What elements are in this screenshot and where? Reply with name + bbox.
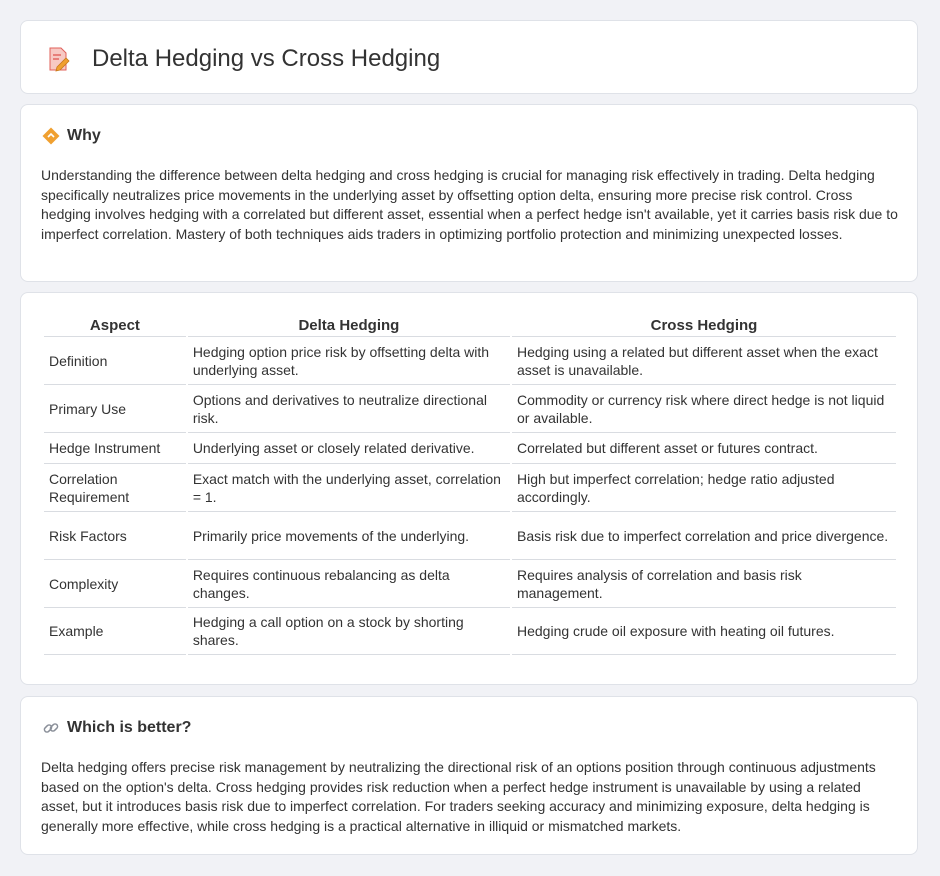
why-body: Understanding the difference between delta hedging and cross hedging is crucial for managing risk effectively in trading. Delta hedging specifically neutralizes price movements in the underlying asset by offsetting option delta, ensuring more precise risk control. Cross hedging involves hedging with a correlated but different asset, essential when a perfect hedge isn't available, yet it carries basis risk due to imperfect correlation. Mastery of both techniques aids traders in optimizing portfolio protection and minimizing unexpected losses.	[41, 167, 898, 242]
aspect-cell: Complexity	[44, 559, 186, 607]
comparison-table	[42, 315, 898, 655]
delta-cell: Options and derivatives to neutralize directional risk.	[188, 384, 510, 432]
aspect-cell: Risk Factors	[44, 511, 186, 559]
table-row	[44, 432, 896, 463]
table-row	[44, 384, 896, 432]
table-row	[44, 559, 896, 607]
aspect-cell: Definition	[44, 336, 186, 384]
title-card	[20, 20, 918, 94]
aspect-cell: Primary Use	[44, 384, 186, 432]
delta-cell: Hedging option price risk by offsetting delta with underlying asset.	[188, 336, 510, 384]
title-row	[47, 45, 440, 73]
better-heading-row	[42, 719, 191, 737]
diamond-sign-icon	[42, 127, 60, 145]
better-heading: Which is better?	[67, 719, 192, 736]
why-heading-row	[42, 127, 101, 145]
delta-cell: Primarily price movements of the underlying.	[188, 511, 510, 559]
why-section	[20, 104, 918, 282]
cross-cell: Commodity or currency risk where direct hedge is not liquid or available.	[512, 384, 896, 432]
delta-cell: Requires continuous rebalancing as delta changes.	[188, 559, 510, 607]
column-header: Aspect	[89, 317, 140, 334]
why-heading: Why	[67, 127, 101, 144]
table-row	[44, 511, 896, 559]
cross-cell: Requires analysis of correlation and basis risk management.	[512, 559, 896, 607]
aspect-cell: Example	[44, 607, 186, 655]
table-row	[44, 607, 896, 655]
table-row	[44, 463, 896, 511]
cross-cell: Hedging using a related but different asset when the exact asset is unavailable.	[512, 336, 896, 384]
delta-cell: Hedging a call option on a stock by shorting shares.	[188, 607, 510, 655]
table-row	[44, 336, 896, 384]
delta-cell: Underlying asset or closely related derivative.	[188, 432, 510, 463]
page-title: Delta Hedging vs Cross Hedging	[92, 45, 441, 72]
column-header: Delta Hedging	[298, 317, 400, 334]
aspect-cell: Correlation Requirement	[44, 463, 186, 511]
aspect-cell: Hedge Instrument	[44, 432, 186, 463]
comparison-section	[20, 292, 918, 685]
cross-cell: High but imperfect correlation; hedge ratio adjusted accordingly.	[512, 463, 896, 511]
link-icon	[42, 719, 60, 737]
which-is-better-section	[20, 696, 918, 855]
delta-cell: Exact match with the underlying asset, correlation = 1.	[188, 463, 510, 511]
table-header-row	[44, 315, 896, 336]
better-body: Delta hedging offers precise risk management by neutralizing the directional risk of an options position through continuous adjustments based on the option's delta. Cross hedging provides risk reduction when a perfect hedge instrument is unavailable by using a related asset, but it introduces basis risk due to imperfect correlation. For traders seeking accuracy and minimizing exposure, delta hedging is generally more effective, while cross hedging is a practical alternative in illiquid or mismatched markets.	[41, 759, 876, 834]
document-edit-icon	[47, 46, 71, 72]
cross-cell: Correlated but different asset or futures contract.	[512, 432, 896, 463]
cross-cell: Hedging crude oil exposure with heating oil futures.	[512, 607, 896, 655]
column-header: Cross Hedging	[650, 317, 758, 334]
cross-cell: Basis risk due to imperfect correlation and price divergence.	[512, 511, 896, 559]
